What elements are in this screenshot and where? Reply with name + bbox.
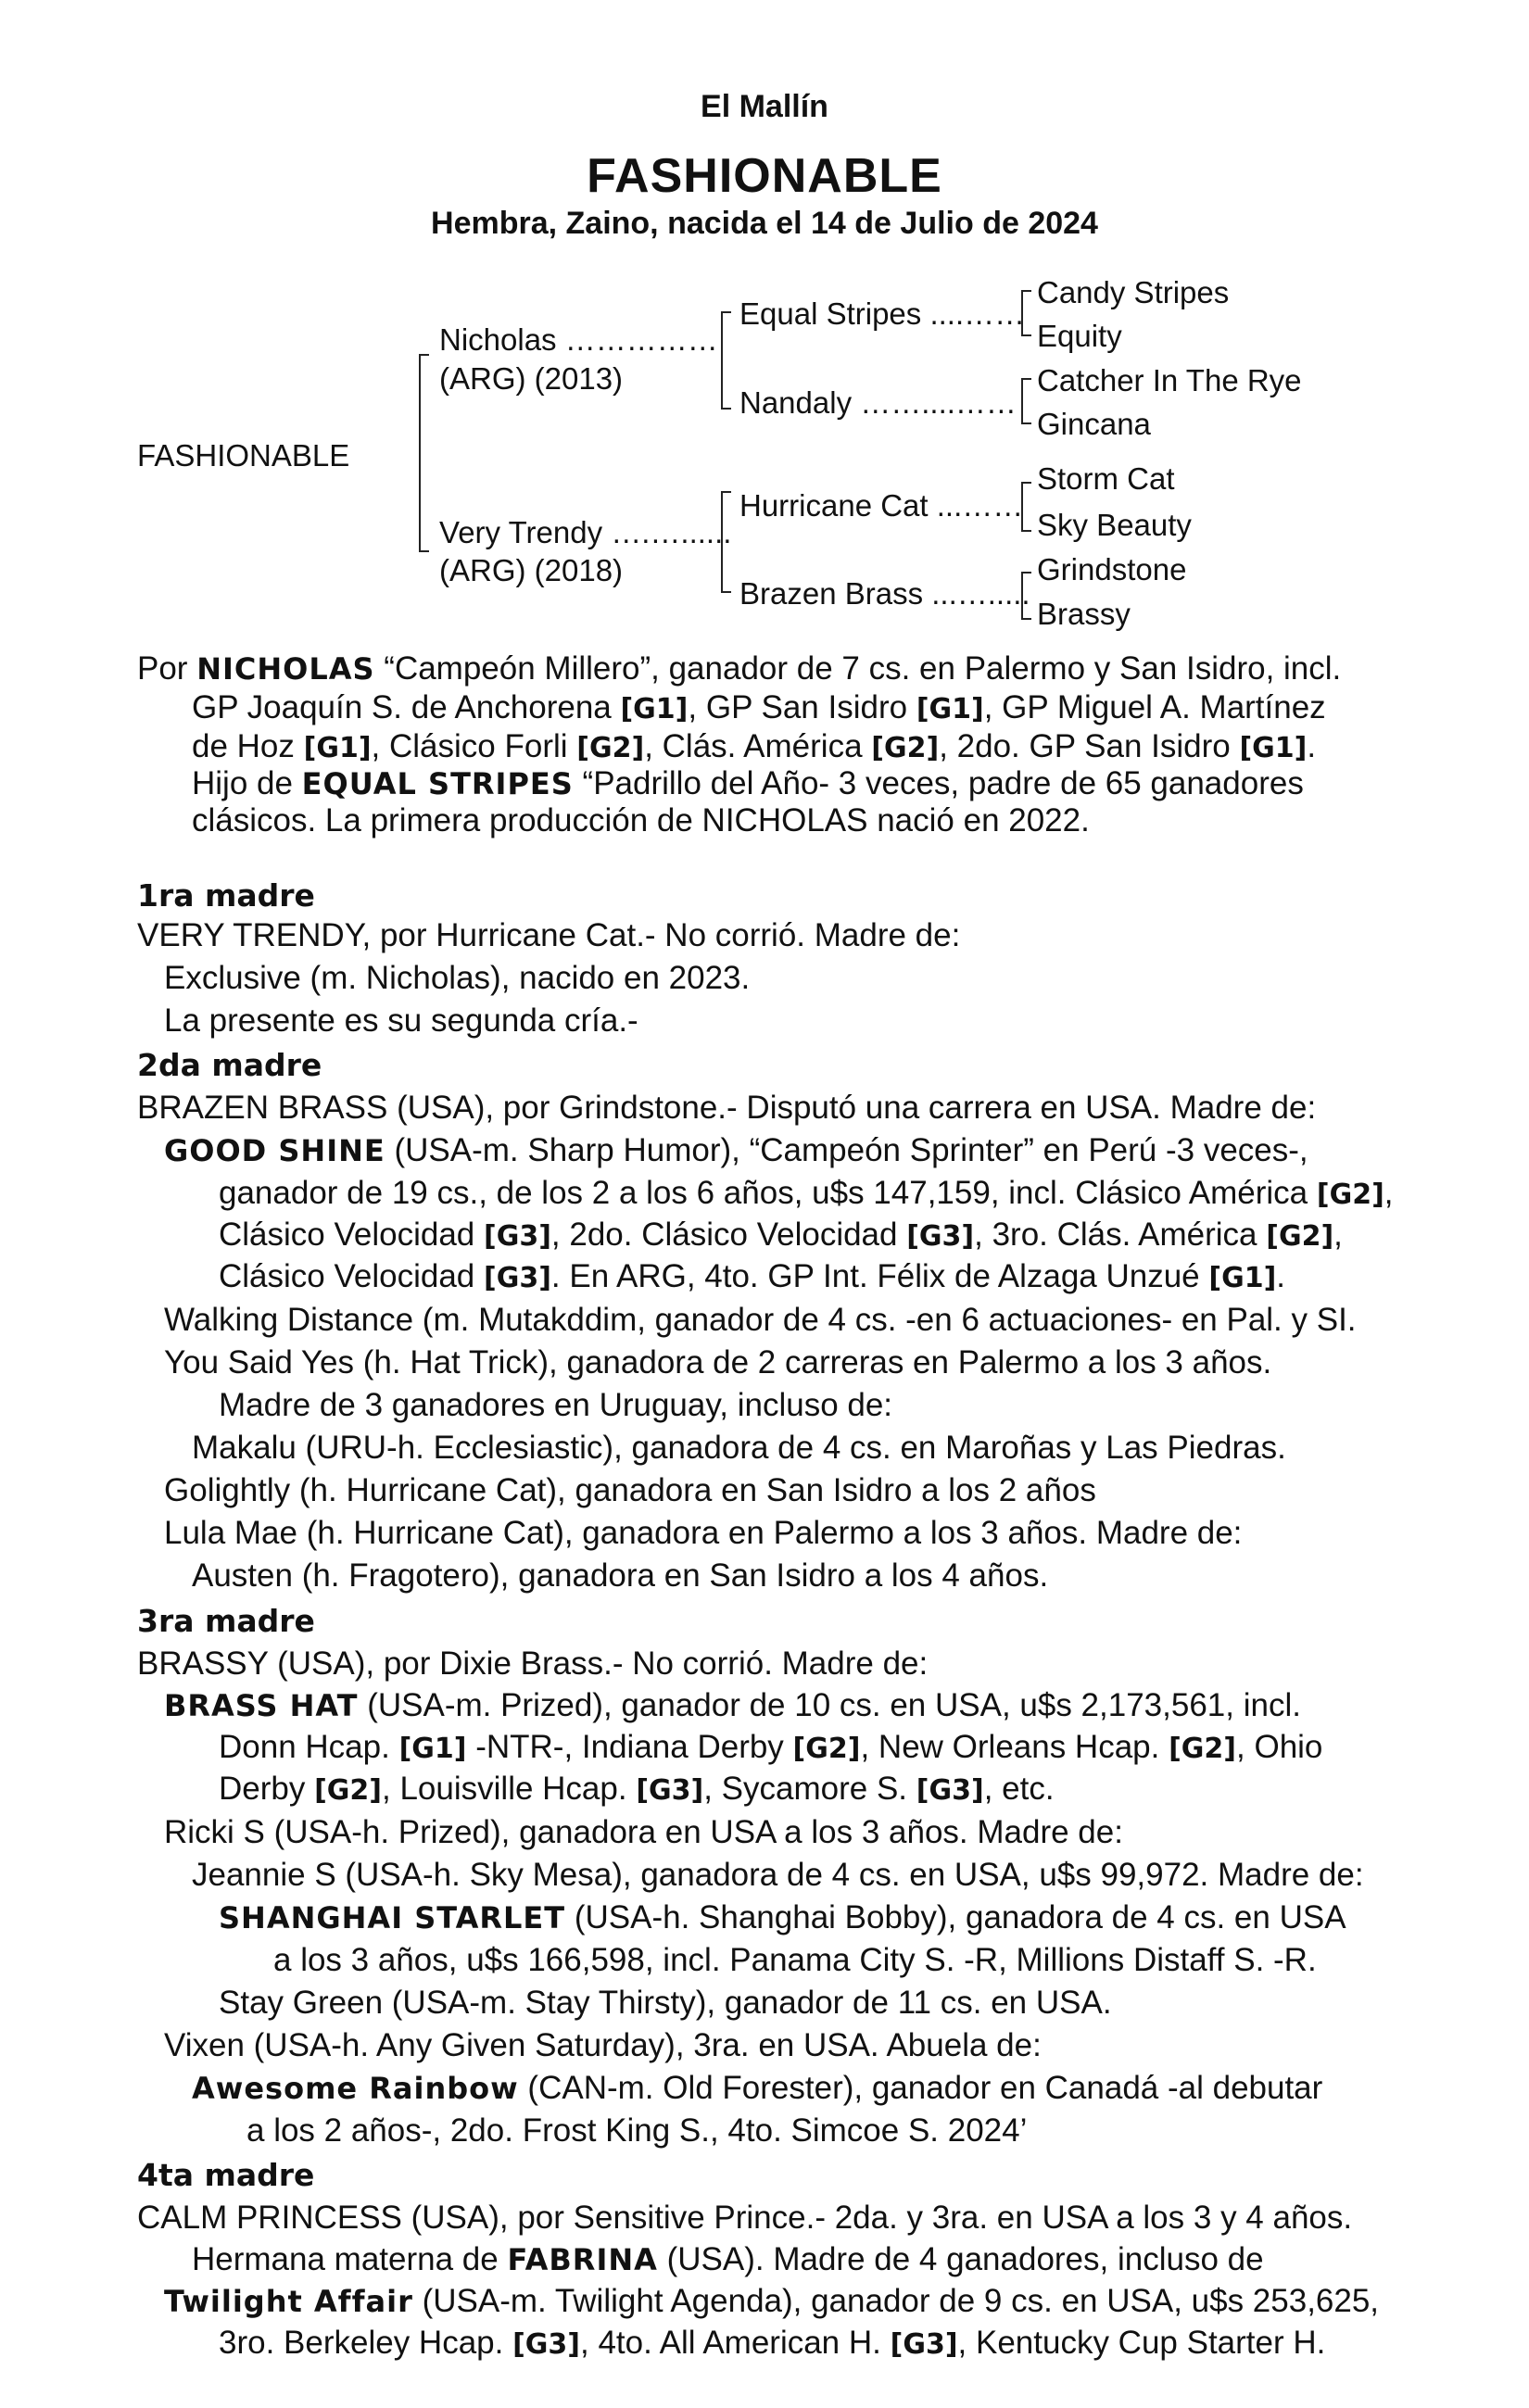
bracket-gen1: [419, 354, 429, 552]
pedigree-dam-info: (ARG) (2018): [439, 553, 624, 587]
pedigree-ddd: Brassy: [1037, 597, 1131, 631]
pedigree-dds: Grindstone: [1037, 552, 1187, 586]
pedigree-sss: Candy Stripes: [1037, 275, 1230, 309]
pedigree-subject: FASHIONABLE: [137, 438, 350, 473]
pedigree-dam-dam: Brazen Brass ...….....: [739, 576, 1030, 611]
heading-4ta-madre: 4ta madre: [137, 2157, 315, 2193]
heading-3ra-madre: 3ra madre: [137, 1603, 315, 1639]
madre1-line-3: La presente es su segunda cría.-: [164, 1002, 638, 1039]
madre3-line-6: Jeannie S (USA-h. Sky Mesa), ganadora de 4 cs. en USA, u$s 99,972. Madre de:: [192, 1857, 1364, 1893]
bracket-gen3-2: [1021, 378, 1031, 424]
bracket-gen3-4: [1021, 572, 1031, 620]
madre1-line-2: Exclusive (m. Nicholas), nacido en 2023.: [164, 960, 751, 996]
madre3-line-9: Stay Green (USA-m. Stay Thirsty), ganador de 11 cs. en USA.: [219, 1985, 1112, 2021]
pedigree-dss: Storm Cat: [1037, 461, 1175, 496]
madre2-line-3: ganador de 19 cs., de los 2 a los 6 años, u$s 147,159, incl. Clásico América [G2],: [219, 1175, 1394, 1211]
sire-line-2: GP Joaquín S. de Anchorena [G1], GP San Isidro [G1], GP Miguel A. Martínez: [192, 689, 1326, 725]
madre2-line-6: Walking Distance (m. Mutakddim, ganador de 4 cs. -en 6 actuaciones- en Pal. y SI.: [164, 1302, 1357, 1338]
madre3-line-10: Vixen (USA-h. Any Given Saturday), 3ra. en USA. Abuela de:: [164, 2027, 1042, 2063]
madre3-line-8: a los 3 años, u$s 166,598, incl. Panama City S. -R, Millions Distaff S. -R.: [273, 1942, 1317, 1978]
sire-line-5: clásicos. La primera producción de NICHOLAS nació en 2022.: [192, 802, 1090, 838]
madre4-line-1: CALM PRINCESS (USA), por Sensitive Prince.- 2da. y 3ra. en USA a los 3 y 4 años.: [137, 2200, 1353, 2236]
farm-name: El Mallín: [701, 89, 828, 124]
madre2-line-1: BRAZEN BRASS (USA), por Grindstone.- Disputó una carrera en USA. Madre de:: [137, 1090, 1317, 1126]
madre2-line-9: Makalu (URU-h. Ecclesiastic), ganadora de 4 cs. en Maroñas y Las Piedras.: [192, 1430, 1286, 1466]
madre2-line-10: Golightly (h. Hurricane Cat), ganadora en San Isidro a los 2 años: [164, 1472, 1096, 1508]
madre2-line-5: Clásico Velocidad [G3]. En ARG, 4to. GP Int. Félix de Alzaga Unzué [G1].: [219, 1258, 1286, 1294]
bracket-dam-line: [721, 491, 731, 593]
horse-name-title: FASHIONABLE: [587, 149, 942, 203]
pedigree-sds: Catcher In The Rye: [1037, 363, 1302, 397]
madre2-line-12: Austen (h. Fragotero), ganadora en San Isidro a los 4 años.: [192, 1557, 1049, 1594]
madre2-line-11: Lula Mae (h. Hurricane Cat), ganadora en Palermo a los 3 años. Madre de:: [164, 1515, 1243, 1551]
madre2-line-7: You Said Yes (h. Hat Trick), ganadora de 2 carreras en Palermo a los 3 años.: [164, 1344, 1272, 1381]
madre3-line-7: SHANGHAI STARLET (USA-h. Shanghai Bobby), ganadora de 4 cs. en USA: [219, 1899, 1346, 1935]
madre3-line-5: Ricki S (USA-h. Prized), ganadora en USA a los 3 años. Madre de:: [164, 1814, 1123, 1850]
heading-2da-madre: 2da madre: [137, 1047, 322, 1083]
pedigree-sire: Nicholas ……………: [439, 322, 718, 357]
pedigree-ssd: Equity: [1037, 319, 1122, 353]
madre3-line-3: Donn Hcap. [G1] -NTR-, Indiana Derby [G2], New Orleans Hcap. [G2], Ohio: [219, 1729, 1323, 1765]
madre3-line-12: a los 2 años-, 2do. Frost King S., 4to. Simcoe S. 2024’: [246, 2112, 1028, 2149]
madre3-line-11: Awesome Rainbow (CAN-m. Old Forester), ganador en Canadá -al debutar: [192, 2070, 1323, 2106]
madre3-line-4: Derby [G2], Louisville Hcap. [G3], Sycamore S. [G3], etc.: [219, 1771, 1055, 1807]
horse-subtitle: Hembra, Zaino, nacida el 14 de Julio de 2024: [431, 206, 1098, 241]
madre2-line-2: GOOD SHINE (USA-m. Sharp Humor), “Campeón Sprinter” en Perú -3 veces-,: [164, 1132, 1308, 1168]
pedigree-dam: Very Trendy ….…......: [439, 515, 732, 549]
sire-line-3: de Hoz [G1], Clásico Forli [G2], Clás. América [G2], 2do. GP San Isidro [G1].: [192, 728, 1317, 764]
madre4-line-3: Twilight Affair (USA-m. Twilight Agenda), ganador de 9 cs. en USA, u$s 253,625,: [164, 2283, 1380, 2319]
bracket-sire-line: [721, 311, 731, 410]
pedigree-dsd: Sky Beauty: [1037, 508, 1192, 542]
madre2-line-8: Madre de 3 ganadores en Uruguay, incluso de:: [219, 1387, 893, 1423]
pedigree-sdd: Gincana: [1037, 407, 1151, 441]
heading-1ra-madre: 1ra madre: [137, 877, 315, 914]
sire-line-4: Hijo de EQUAL STRIPES “Padrillo del Año- 3 veces, padre de 65 ganadores: [192, 765, 1304, 801]
madre4-line-4: 3ro. Berkeley Hcap. [G3], 4to. All American H. [G3], Kentucky Cup Starter H.: [219, 2325, 1326, 2361]
madre1-line-1: VERY TRENDY, por Hurricane Cat.- No corrió. Madre de:: [137, 917, 961, 953]
bracket-gen3-1: [1021, 290, 1031, 336]
madre4-line-2: Hermana materna de FABRINA (USA). Madre de 4 ganadores, incluso de: [192, 2241, 1264, 2277]
sire-line-1: Por NICHOLAS “Campeón Millero”, ganador de 7 cs. en Palermo y San Isidro, incl.: [137, 650, 1342, 687]
madre3-line-2: BRASS HAT (USA-m. Prized), ganador de 10 cs. en USA, u$s 2,173,561, incl.: [164, 1687, 1301, 1723]
pedigree-sire-info: (ARG) (2013): [439, 361, 624, 396]
pedigree-sire-dam: Nandaly ……....……: [739, 385, 1017, 420]
bracket-gen3-3: [1021, 482, 1031, 532]
pedigree-sire-sire: Equal Stripes ....……: [739, 296, 1026, 331]
pedigree-dam-sire: Hurricane Cat ...……: [739, 488, 1024, 523]
madre2-line-4: Clásico Velocidad [G3], 2do. Clásico Velocidad [G3], 3ro. Clás. América [G2],: [219, 1217, 1343, 1253]
madre3-line-1: BRASSY (USA), por Dixie Brass.- No corrió. Madre de:: [137, 1645, 929, 1682]
